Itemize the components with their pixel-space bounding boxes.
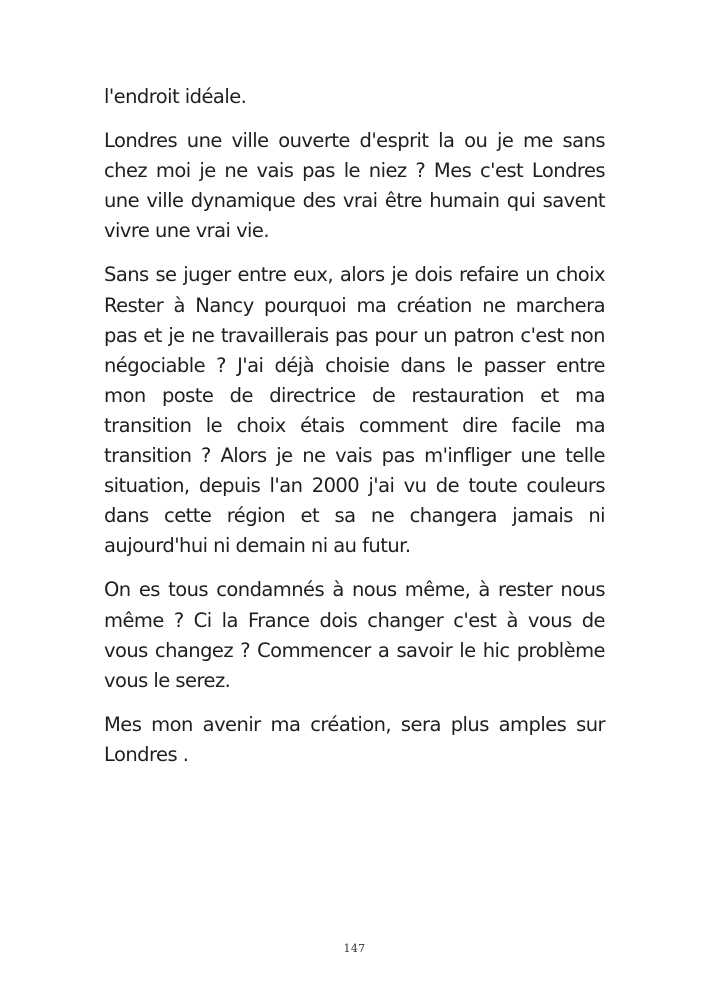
page-body	[104, 82, 617, 784]
paragraph-4: On es tous condamnés à nous même, à rester nous même ? Ci la France dois changer c'est à vous de vous changez ? Commencer a savoir le hic problème vous le serez.	[104, 578, 611, 692]
paragraph-3: Sans se juger entre eux, alors je dois refaire un choix Rester à Nancy pourquoi ma création ne marchera pas et je ne travaillerais pas pour un patron c'est non négociable ? J'ai déjà choisie dans le passer entre mon poste de directrice de restauration et ma transition le choix étais comment dire facile ma transition ? Alors je ne vais pas m'infliger une telle situation, depuis l'an 2000 j'ai vu de toute couleurs dans cette région et sa ne changera jamais ni aujourd'hui ni demain ni au futur.	[104, 263, 611, 558]
paragraph-5: Mes mon avenir ma création, sera plus amples sur Londres .	[104, 712, 611, 766]
paragraph-2: Londres une ville ouverte d'esprit la ou je me sans chez moi je ne vais pas le niez ? Mes c'est Londres une ville dynamique des vrai être humain qui savent vivre une vrai vie.	[104, 129, 617, 243]
paragraph-1: l'endroit idéale.	[104, 85, 247, 108]
page-number: 147	[343, 942, 366, 955]
